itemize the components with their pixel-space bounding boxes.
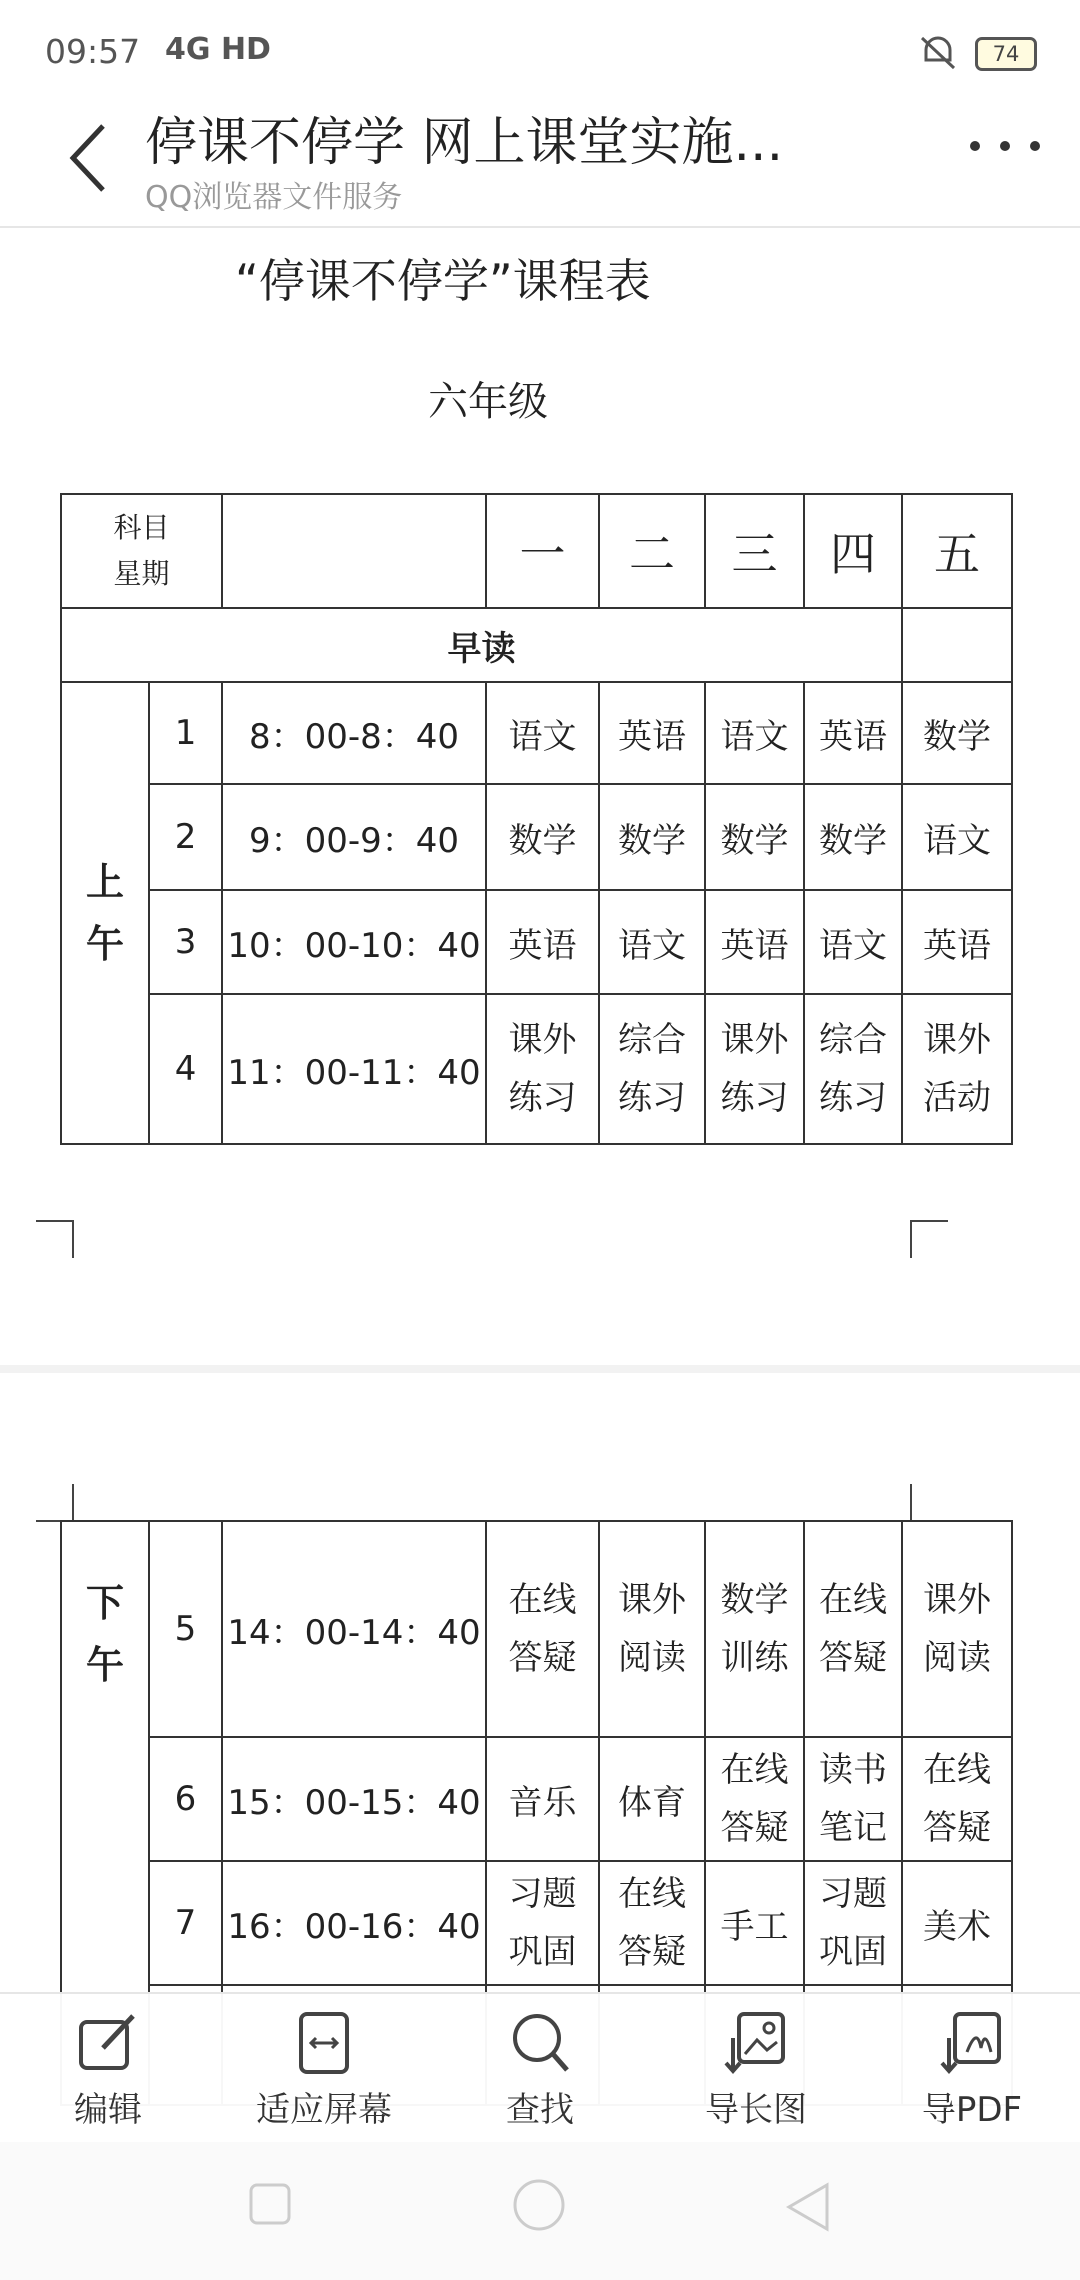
- export-pdf-button[interactable]: [872, 2008, 1072, 2131]
- course-cell: 语文: [705, 682, 804, 784]
- day-header: 三: [705, 494, 804, 608]
- network-indicator: 4G HD: [165, 32, 271, 67]
- course-cell: 语文: [902, 784, 1012, 890]
- course-cell: 综合 练习: [599, 994, 705, 1144]
- period-time: 15：00-15：40: [222, 1737, 486, 1861]
- edit-icon: [73, 2008, 143, 2078]
- blank-cell: [902, 608, 1012, 682]
- course-cell: 语文: [804, 890, 902, 994]
- back-nav-button[interactable]: [785, 2182, 831, 2236]
- grade-label: 六年级: [428, 379, 548, 425]
- period-time: 8：00-8：40: [222, 682, 486, 784]
- course-cell: 在线 答疑: [902, 1737, 1012, 1861]
- clock: 09:57: [45, 32, 141, 71]
- course-cell: 英语: [804, 682, 902, 784]
- search-icon: [505, 2008, 575, 2078]
- course-cell: 数学 训练: [705, 1521, 804, 1737]
- course-cell: 综合 练习: [804, 994, 902, 1144]
- day-header: 五: [902, 494, 1012, 608]
- morning-reading-cell: 早读: [61, 608, 902, 682]
- course-cell: 习题 巩固: [804, 1861, 902, 1985]
- course-cell: 数学: [486, 784, 599, 890]
- period-time: 14：00-14：40: [222, 1521, 486, 1737]
- export-pdf-label: 导PDF: [921, 2090, 1023, 2130]
- export-image-icon: [721, 2008, 791, 2078]
- mute-icon: [918, 34, 958, 78]
- edit-button[interactable]: [8, 2008, 208, 2131]
- back-button[interactable]: [65, 118, 125, 198]
- day-header: 二: [599, 494, 705, 608]
- course-cell: 在线 答疑: [705, 1737, 804, 1861]
- back-nav-icon: [785, 2182, 831, 2232]
- schedule-table-morning: [60, 493, 1013, 1145]
- course-cell: 手工: [705, 1861, 804, 1985]
- course-cell: 读书 笔记: [804, 1737, 902, 1861]
- course-cell: 数学: [804, 784, 902, 890]
- header-divider: [0, 226, 1080, 228]
- period-number: 5: [149, 1521, 222, 1737]
- course-cell: 语文: [599, 890, 705, 994]
- period-number: 6: [149, 1737, 222, 1861]
- course-cell: 美术: [902, 1861, 1012, 1985]
- afternoon-label: 下 午: [61, 1521, 149, 2105]
- export-image-label: 导长图: [705, 2090, 807, 2130]
- period-time: 11：00-11：40: [222, 994, 486, 1144]
- course-cell: 英语: [705, 890, 804, 994]
- export-image-button[interactable]: [656, 2008, 856, 2131]
- course-cell: 习题 巩固: [486, 1861, 599, 1985]
- course-cell: 课外 阅读: [902, 1521, 1012, 1737]
- course-cell: 在线 答疑: [486, 1521, 599, 1737]
- fit-screen-button[interactable]: [224, 2008, 424, 2131]
- search-button[interactable]: [440, 2008, 640, 2131]
- period-number: 1: [149, 682, 222, 784]
- page-corner-mark: [36, 1220, 74, 1258]
- system-nav-bar: [0, 2142, 1080, 2280]
- course-cell: 音乐: [486, 1737, 599, 1861]
- header-corner-cell: 科目 星期: [61, 494, 222, 608]
- course-cell: 英语: [599, 682, 705, 784]
- page-separator: [0, 1365, 1080, 1373]
- status-bar: [0, 0, 1080, 100]
- course-cell: 数学: [902, 682, 1012, 784]
- course-cell: 数学: [705, 784, 804, 890]
- period-number: 3: [149, 890, 222, 994]
- course-cell: 英语: [902, 890, 1012, 994]
- period-time: 9：00-9：40: [222, 784, 486, 890]
- export-pdf-icon: [937, 2008, 1007, 2078]
- fit-screen-label: 适应屏幕: [256, 2090, 392, 2130]
- period-time: 16：00-16：40: [222, 1861, 486, 1985]
- recent-apps-button[interactable]: [248, 2182, 292, 2230]
- battery-indicator: 74: [975, 37, 1037, 71]
- course-cell: 英语: [486, 890, 599, 994]
- course-cell: 课外 练习: [486, 994, 599, 1144]
- day-header: 一: [486, 494, 599, 608]
- edit-label: 编辑: [74, 2090, 142, 2130]
- search-label: 查找: [506, 2090, 574, 2130]
- course-cell: 课外 练习: [705, 994, 804, 1144]
- more-menu-button[interactable]: [965, 125, 1045, 171]
- period-number: 7: [149, 1861, 222, 1985]
- course-cell: 数学: [599, 784, 705, 890]
- course-cell: 在线 答疑: [599, 1861, 705, 1985]
- period-number: 4: [149, 994, 222, 1144]
- more-icon: [965, 131, 1045, 161]
- period-number: 2: [149, 784, 222, 890]
- document-title: “停课不停学”课程表: [235, 254, 651, 308]
- course-cell: 在线 答疑: [804, 1521, 902, 1737]
- page-corner-mark: [910, 1484, 948, 1522]
- home-button[interactable]: [512, 2178, 566, 2236]
- page-subtitle: QQ浏览器文件服务: [145, 180, 403, 215]
- page-title: 停课不停学 网上课堂实施...: [145, 113, 784, 173]
- recent-apps-icon: [248, 2182, 292, 2226]
- fit-screen-icon: [289, 2008, 359, 2078]
- bottom-toolbar: [0, 1992, 1080, 2144]
- day-header: 四: [804, 494, 902, 608]
- chevron-left-icon: [65, 118, 115, 198]
- page-corner-mark: [910, 1220, 948, 1258]
- course-cell: 语文: [486, 682, 599, 784]
- course-cell: 课外 活动: [902, 994, 1012, 1144]
- course-cell: 体育: [599, 1737, 705, 1861]
- course-cell: 课外 阅读: [599, 1521, 705, 1737]
- home-icon: [512, 2178, 566, 2232]
- header-blank-cell: [222, 494, 486, 608]
- page-corner-mark: [36, 1484, 74, 1522]
- morning-label: 上 午: [61, 682, 149, 1144]
- period-time: 10：00-10：40: [222, 890, 486, 994]
